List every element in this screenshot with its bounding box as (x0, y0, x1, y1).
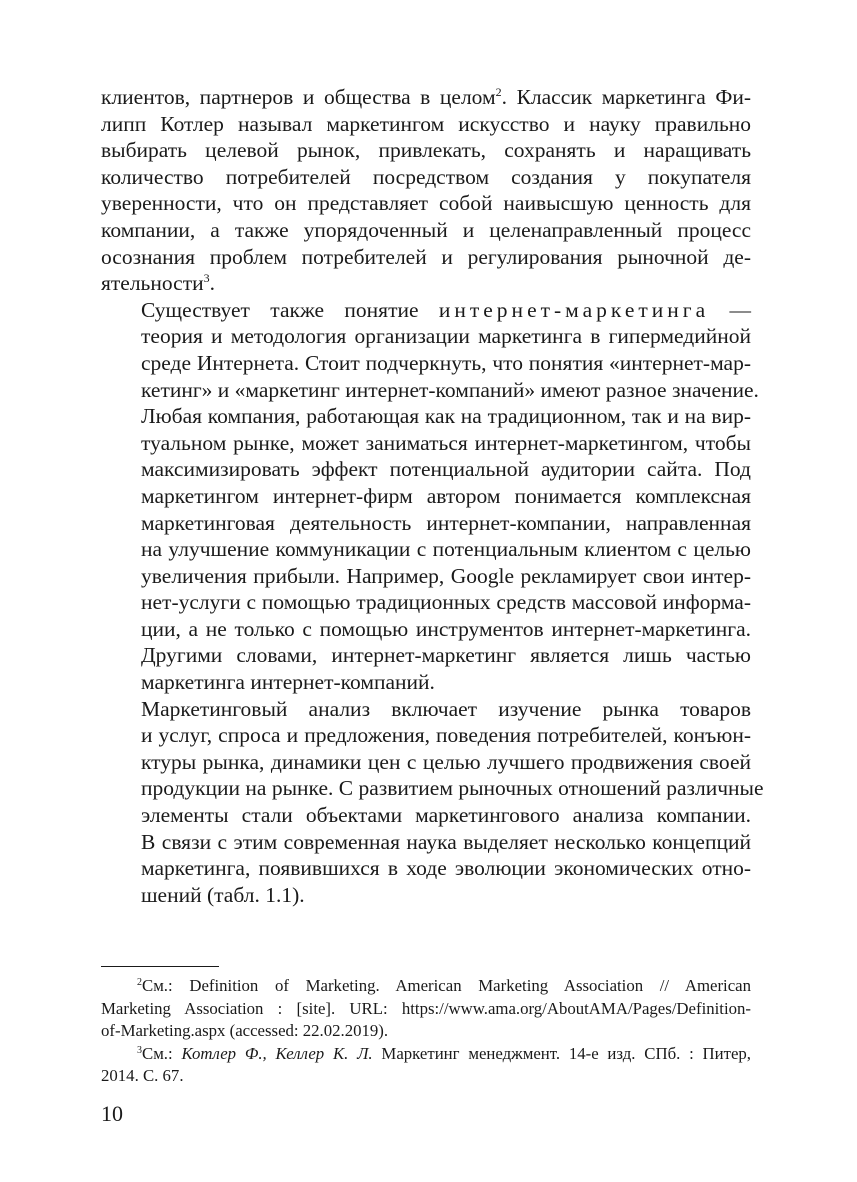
text-line: кетинг» и «маркетинг интернет-компаний» имеют разное значение. (141, 377, 759, 402)
footnote-divider (101, 966, 219, 967)
footnote-ref-2[interactable]: 2 (495, 85, 502, 99)
page-number: 10 (101, 1101, 123, 1126)
footnote-mark: 3 (137, 1044, 142, 1056)
text-line: и услуг, спроса и предложения, поведения потребителей, конъюн- (141, 723, 751, 748)
text-line: Маркетинговый анализ включает изучение рынка товаров (141, 696, 751, 721)
footnote-line: $^2$См.: Definition of Marketing. American Marketing Association // American (137, 976, 751, 995)
footnote-authors: Котлер Ф., Келлер К. Л. (181, 1043, 373, 1063)
footnote-3 (101, 1043, 751, 1088)
text-line: Существует также понятие интернет-маркетинга — (141, 297, 751, 322)
text-line: Любая компания, работающая как на традиционном, так и на вир- (141, 404, 751, 429)
text-line: маркетинга, появившихся в ходе эволюции экономических отно- (141, 856, 751, 881)
text-line: маркетинговая деятельность интернет-компании, направленная (141, 510, 751, 535)
text-line: клиентов, партнеров и общества в целом$^2$. Классик маркетинга Фи- (101, 85, 751, 109)
text-line: максимизировать эффект потенциальной аудитории сайта. Под (141, 457, 751, 482)
text-line: на улучшение коммуникации с потенциальным клиентом с целью (141, 537, 751, 562)
footnote-line: Marketing Association : [site]. URL: https://www.ama.org/AboutAMA/Pages/Definition- (101, 998, 751, 1018)
footnotes (101, 975, 751, 1088)
text-line: среде Интернета. Стоит подчеркнуть, что понятия «интернет-мар- (141, 350, 751, 375)
paragraph-1 (101, 84, 751, 297)
text-line: шений (табл. 1.1). (141, 882, 305, 907)
text-line: продукции на рынке. С развитием рыночных отношений различные (141, 776, 764, 801)
text-line: нет-услуги с помощью традиционных средств массовой информа- (141, 590, 751, 615)
text-line: увеличения прибыли. Например, Google рекламирует свои интер- (141, 563, 751, 588)
text-line: ятельности$^3$. (101, 271, 215, 296)
paragraph-2 (101, 297, 759, 696)
text-line: компании, а также упорядоченный и целенаправленный процесс (101, 217, 751, 242)
footnote-line: $^3$См.: Котлер Ф., Келлер К. Л. Маркетинг менеджмент. 14-е изд. СПб. : Питер, (137, 1043, 752, 1063)
text-line: Другими словами, интернет-маркетинг является лишь частью (141, 643, 751, 668)
footnote-line: of-Marketing.aspx (accessed: 22.02.2019). (101, 1021, 389, 1040)
text-line: туальном рынке, может заниматься интернет-маркетингом, чтобы (141, 430, 751, 455)
text-line: количество потребителей посредством создания у покупателя (101, 164, 751, 189)
text-line: теория и методология организации маркетинга в гипермедийной (141, 324, 751, 349)
footnote-line: 2014. С. 67. (101, 1066, 184, 1085)
footnote-2 (101, 975, 751, 1043)
text-line: В связи с этим современная наука выделяет несколько концепций (141, 829, 751, 854)
footnote-ref-3[interactable]: 3 (203, 271, 210, 286)
text-line: ции, а не только с помощью инструментов интернет-маркетинга. (141, 616, 751, 641)
text-line: липп Котлер называл маркетингом искусство и науку правильно (101, 111, 751, 136)
text-line: маркетингом интернет-фирм автором понимается комплексная (141, 483, 751, 508)
spaced-term: интернет-маркетинга (438, 297, 710, 322)
text-line: ктуры рынка, динамики цен с целью лучшего продвижения своей (141, 749, 751, 774)
text-line: элементы стали объектами маркетингового анализа компании. (141, 803, 751, 828)
page-body (101, 84, 764, 908)
body-text (101, 84, 764, 908)
text-line: выбирать целевой рынок, привлекать, сохранять и наращивать (101, 138, 751, 163)
text-line: осознания проблем потребителей и регулирования рыночной де- (101, 244, 751, 269)
footnote-mark: 2 (137, 977, 142, 988)
text-line: маркетинга интернет-компаний. (141, 670, 435, 695)
paragraph-3 (101, 696, 764, 909)
text-line: уверенности, что он представляет собой наивысшую ценность для (101, 191, 751, 216)
